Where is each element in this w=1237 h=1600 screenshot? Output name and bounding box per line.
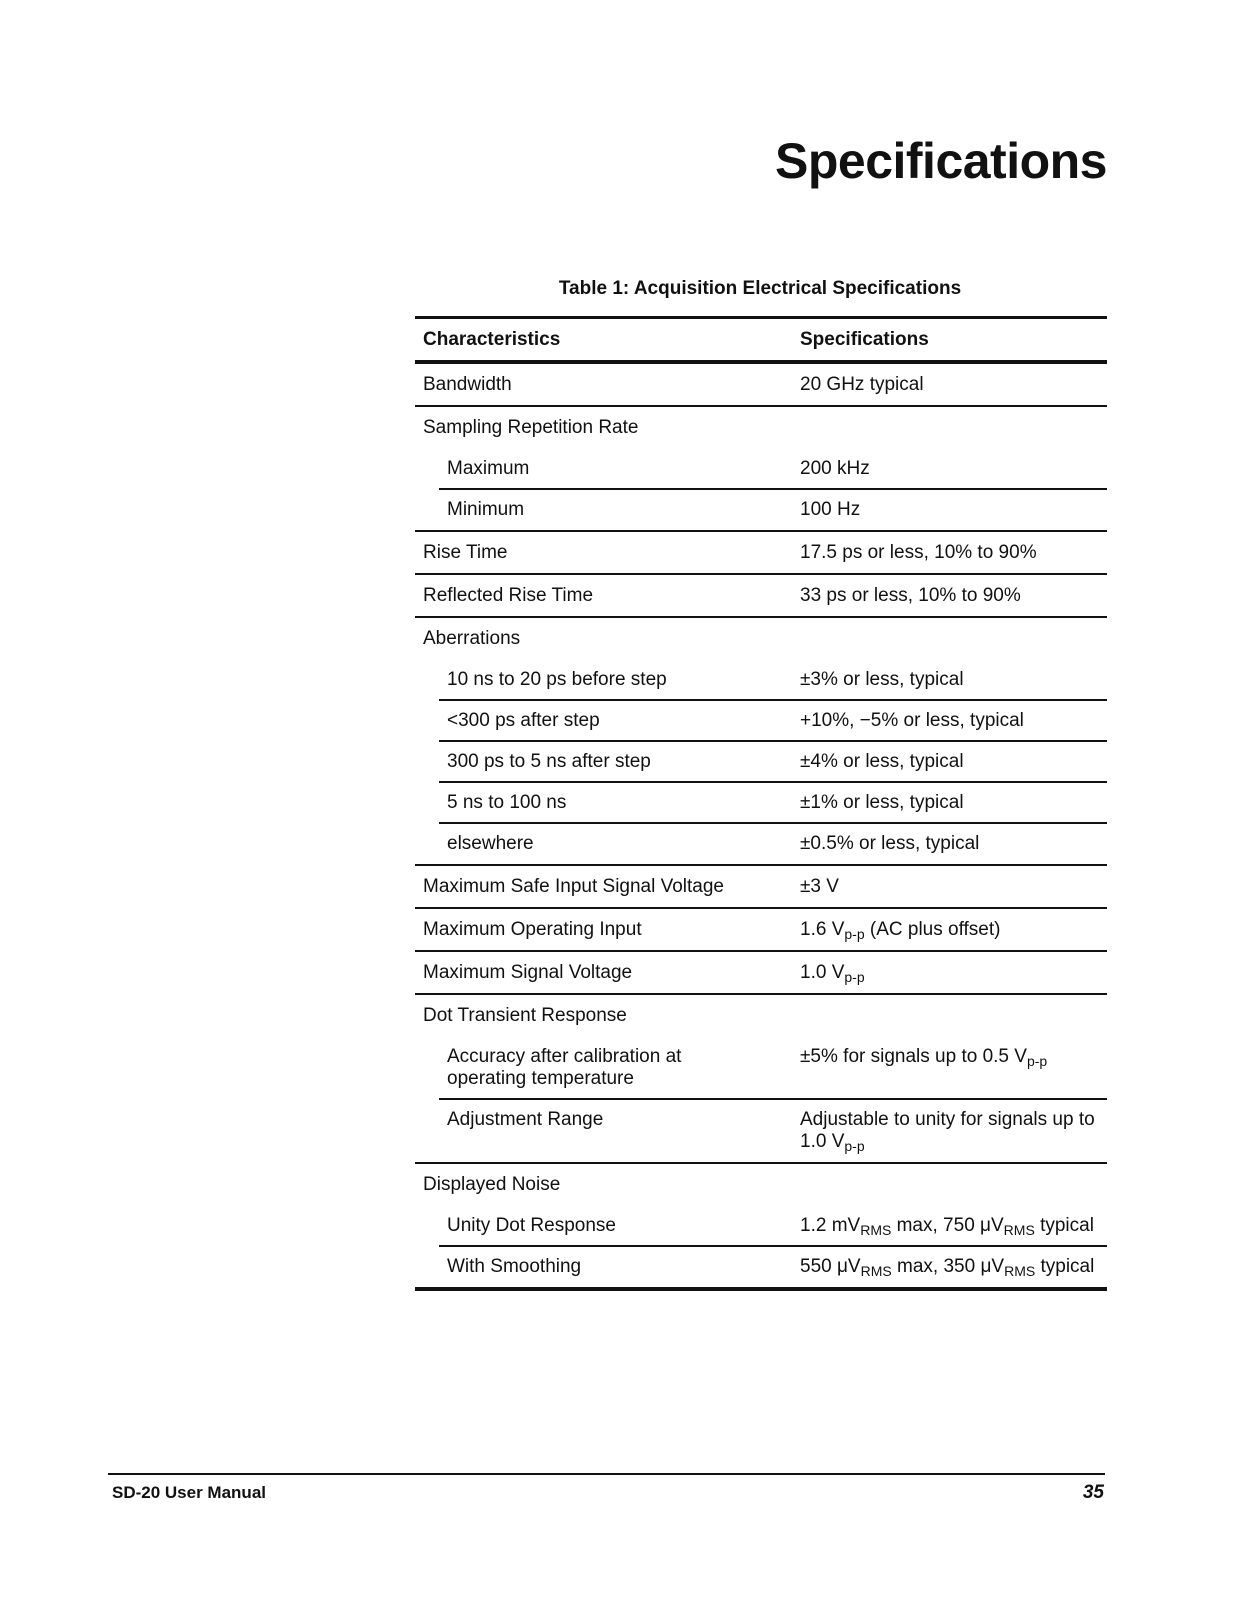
spec-subscript: p-p xyxy=(844,969,865,985)
table-row xyxy=(415,1205,1107,1246)
spec-text: max, 350 μV xyxy=(891,1256,1005,1277)
table-row xyxy=(415,1036,1107,1099)
spec-subscript: p-p xyxy=(844,1138,865,1154)
spec-text: 550 μV xyxy=(800,1256,861,1277)
characteristic-cell: Bandwidth xyxy=(423,374,512,395)
characteristic-cell: 300 ps to 5 ns after step xyxy=(415,741,792,782)
characteristic-cell: Aberrations xyxy=(415,617,792,659)
specification-cell: ±0.5% or less, typical xyxy=(792,823,1107,865)
spec-text: 1.2 mV xyxy=(800,1215,861,1236)
spec-text: ±5% for signals up to 0.5 V xyxy=(800,1046,1027,1067)
specification-cell: ±3 V xyxy=(792,865,1107,908)
table-row xyxy=(415,489,1107,531)
table-row xyxy=(415,574,1107,617)
characteristic-line: Accuracy after calibration at xyxy=(447,1046,682,1067)
spec-text: (AC plus offset) xyxy=(864,919,1001,940)
specification-cell xyxy=(792,994,1107,1036)
spec-subscript: p-p xyxy=(844,926,865,942)
specification-cell: 20 GHz typical xyxy=(800,374,924,395)
footer-manual-title: SD-20 User Manual xyxy=(112,1483,266,1502)
spec-subscript: RMS xyxy=(860,1263,892,1279)
characteristic-cell: Adjustment Range xyxy=(415,1099,792,1163)
characteristic-cell: <300 ps after step xyxy=(415,700,792,741)
spec-text: typical xyxy=(1035,1256,1095,1277)
characteristic-cell: elsewhere xyxy=(415,823,792,865)
table-row xyxy=(415,951,1107,994)
table-row xyxy=(415,782,1107,823)
specification-cell xyxy=(792,908,1107,951)
spec-subscript: p-p xyxy=(1026,1053,1048,1069)
characteristic-cell: Maximum xyxy=(447,458,530,479)
characteristic-cell: Maximum Operating Input xyxy=(415,908,792,951)
characteristic-cell: Dot Transient Response xyxy=(415,994,792,1036)
spec-subscript: RMS xyxy=(860,1222,892,1238)
characteristic-cell: Maximum Signal Voltage xyxy=(415,951,792,994)
specification-cell: 33 ps or less, 10% to 90% xyxy=(792,574,1107,617)
table-row xyxy=(415,617,1107,659)
spec-text: 1.0 V xyxy=(800,962,845,983)
table-row xyxy=(415,908,1107,951)
specifications-table xyxy=(415,316,1107,1291)
spec-text: max, 750 μV xyxy=(891,1215,1004,1236)
table-row xyxy=(415,1163,1107,1205)
table-row xyxy=(415,531,1107,574)
spec-text: typical xyxy=(1034,1215,1094,1236)
spec-text: Adjustable to unity for signals up to xyxy=(800,1109,1095,1130)
table-row xyxy=(415,700,1107,741)
specification-cell xyxy=(792,406,1107,448)
column-header-specifications: Specifications xyxy=(800,329,929,350)
footer-rule xyxy=(108,1473,1105,1475)
characteristic-cell xyxy=(415,1036,792,1099)
specification-cell xyxy=(792,1163,1107,1205)
spec-text: 1.0 V xyxy=(800,1131,845,1152)
specification-cell xyxy=(792,951,1107,994)
table-row xyxy=(415,865,1107,908)
characteristic-cell: Maximum Safe Input Signal Voltage xyxy=(415,865,792,908)
characteristic-cell: Unity Dot Response xyxy=(447,1215,616,1236)
specification-cell xyxy=(792,1036,1107,1099)
specification-cell xyxy=(792,1246,1107,1289)
table-header-row xyxy=(415,318,1107,363)
specification-cell xyxy=(792,1205,1107,1246)
table-row xyxy=(415,823,1107,865)
characteristic-cell: 5 ns to 100 ns xyxy=(415,782,792,823)
table-row xyxy=(415,362,1107,406)
footer-page-number: 35 xyxy=(1082,1482,1104,1503)
table-row xyxy=(415,448,1107,489)
characteristic-cell: With Smoothing xyxy=(415,1246,792,1289)
table-caption: Table 1: Acquisition Electrical Specifications xyxy=(558,278,962,299)
characteristic-line: operating temperature xyxy=(447,1068,634,1089)
specification-cell: ±3% or less, typical xyxy=(800,669,964,690)
table-row xyxy=(415,741,1107,782)
column-header-characteristics: Characteristics xyxy=(423,329,561,350)
characteristic-cell: 10 ns to 20 ps before step xyxy=(447,669,667,690)
specification-cell xyxy=(792,1099,1107,1163)
page-title: Specifications xyxy=(775,133,1107,189)
specification-cell: 17.5 ps or less, 10% to 90% xyxy=(792,531,1107,574)
specification-cell: 100 Hz xyxy=(792,489,1107,531)
table-row xyxy=(415,659,1107,700)
characteristic-cell: Displayed Noise xyxy=(415,1163,792,1205)
specification-cell: ±1% or less, typical xyxy=(792,782,1107,823)
specification-cell: 200 kHz xyxy=(800,458,870,479)
table-row xyxy=(415,1246,1107,1289)
table-row xyxy=(415,1099,1107,1163)
specification-cell: ±4% or less, typical xyxy=(792,741,1107,782)
table-row xyxy=(415,994,1107,1036)
spec-subscript: RMS xyxy=(1003,1222,1035,1238)
characteristic-cell: Rise Time xyxy=(415,531,792,574)
characteristic-cell: Minimum xyxy=(415,489,792,531)
specification-cell: +10%, −5% or less, typical xyxy=(792,700,1107,741)
spec-subscript: RMS xyxy=(1004,1263,1036,1279)
table-row xyxy=(415,406,1107,448)
spec-text: 1.6 V xyxy=(800,919,845,940)
specification-cell xyxy=(792,617,1107,659)
characteristic-cell: Reflected Rise Time xyxy=(415,574,792,617)
characteristic-cell: Sampling Repetition Rate xyxy=(415,406,792,448)
